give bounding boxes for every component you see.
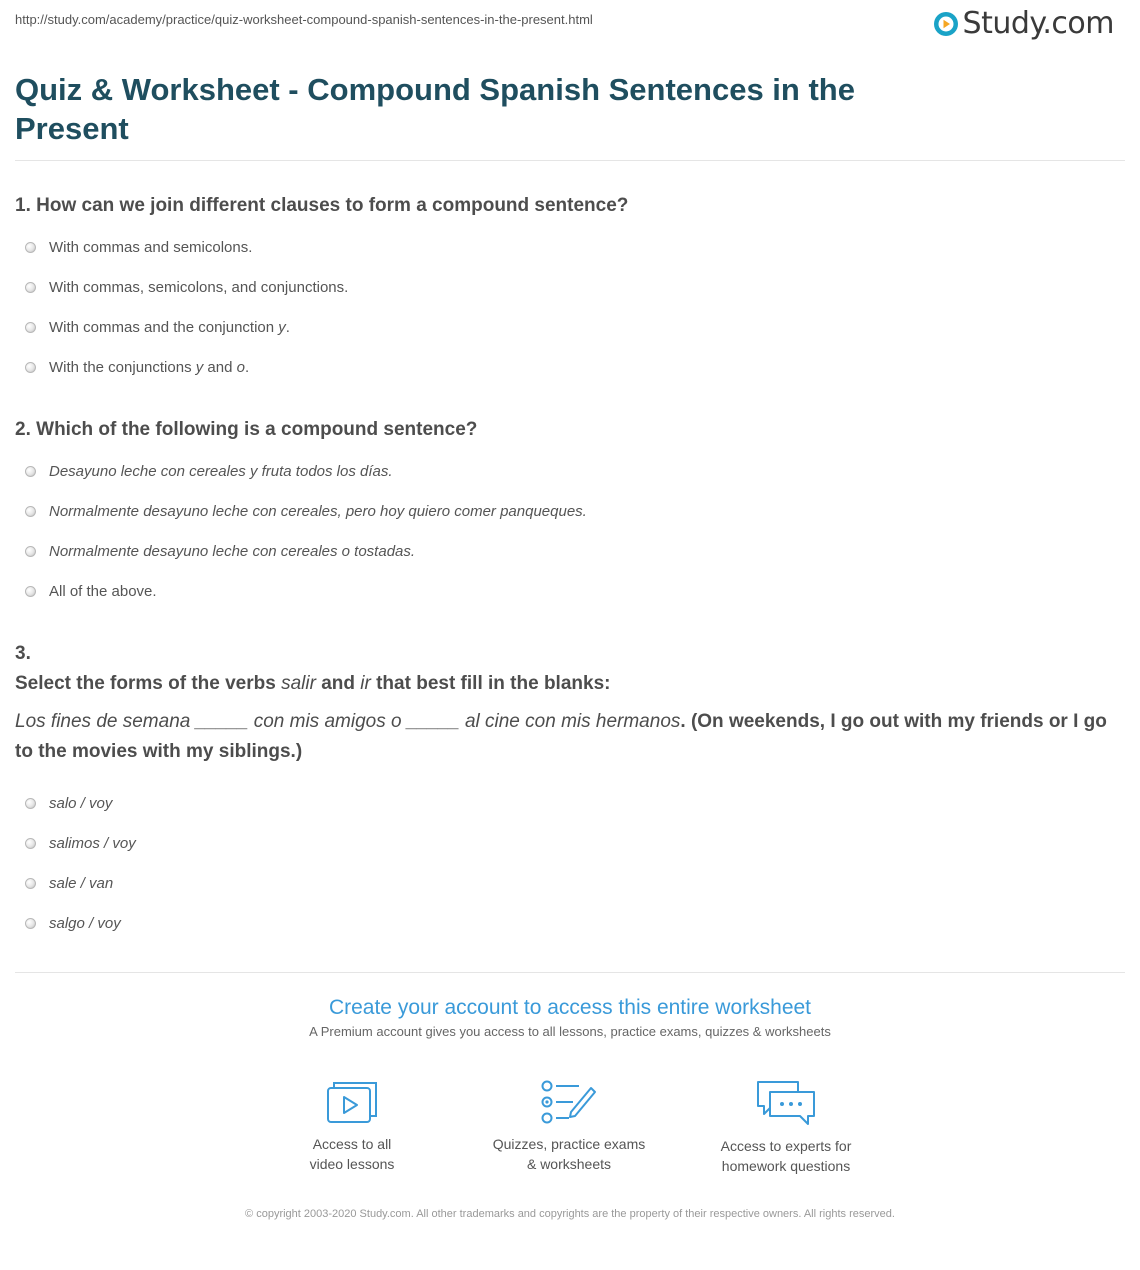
radio-button[interactable] [25,546,36,557]
play-circle-icon [933,11,959,37]
answer-option[interactable] [15,903,1115,943]
question-3-prompt: Select the forms of the verbs salir and ir that best fill in the blanks: [15,673,611,694]
answer-option[interactable] [15,267,1115,307]
option-text: With the conjunctions y and o. [49,358,250,376]
option-text: With commas and the conjunction y. [49,318,290,336]
page-url: http://study.com/academy/practice/quiz-worksheet-compound-spanish-sentences-in-the-present.html [15,12,593,27]
radio-button[interactable] [25,918,36,929]
radio-button[interactable] [25,466,36,477]
page-title: Quiz & Worksheet - Compound Spanish Sentences in the Present [15,72,855,146]
signup-cta [0,996,1140,1039]
option-text: sale / van [49,874,114,892]
chat-bubbles-icon [754,1080,818,1126]
option-text: salimos / voy [49,834,136,852]
answer-option[interactable] [15,531,1115,571]
option-text: With commas, semicolons, and conjunctions. [49,278,349,296]
feature-line-2: & worksheets [526,1156,612,1172]
answer-option[interactable] [15,823,1115,863]
feature-line-2: video lessons [309,1156,395,1172]
answer-option[interactable] [15,227,1115,267]
feature-experts [686,1080,886,1176]
question-1-title: 1. How can we join different clauses to form a compound sentence? [15,195,629,216]
radio-button[interactable] [25,362,36,373]
feature-line-2: homework questions [721,1158,851,1174]
option-text: salgo / voy [49,914,121,932]
radio-button[interactable] [25,282,36,293]
cta-subtitle: A Premium account gives you access to all lessons, practice exams, quizzes & worksheets [309,1024,831,1039]
title-divider [15,160,1125,161]
feature-line-1: Access to experts for [720,1138,852,1154]
content-divider [15,972,1125,973]
answer-option[interactable] [15,571,1115,611]
option-text: All of the above. [49,582,157,600]
question-3 [15,639,1115,943]
option-text: Desayuno leche con cereales y fruta todos los días. [49,462,393,480]
radio-button[interactable] [25,798,36,809]
logo-text: Study.com [962,6,1114,41]
cta-title-link[interactable]: Create your account to access this entire worksheet [328,996,812,1019]
radio-button[interactable] [25,838,36,849]
question-2-title: 2. Which of the following is a compound sentence? [15,419,478,440]
answer-option[interactable] [15,307,1115,347]
answer-option[interactable] [15,491,1115,531]
radio-button[interactable] [25,506,36,517]
option-text: Normalmente desayuno leche con cereales o tostadas. [49,542,416,560]
feature-video-lessons [252,1080,452,1174]
copyright-text: © copyright 2003-2020 Study.com. All other trademarks and copyrights are the property of their respective owners. All rights reserved. [245,1208,895,1220]
answer-option[interactable] [15,783,1115,823]
feature-line-1: Access to all [312,1136,392,1152]
option-text: Normalmente desayuno leche con cereales, pero hoy quiero comer panqueques. [49,502,587,520]
study-logo[interactable] [933,6,1114,41]
option-text: salo / voy [49,794,113,812]
question-1 [15,191,1115,387]
quiz-checklist-icon [541,1080,597,1124]
feature-line-1: Quizzes, practice exams [492,1136,646,1152]
question-2 [15,415,1115,611]
answer-option[interactable] [15,863,1115,903]
question-3-number: 3. [15,643,31,664]
video-lessons-icon [326,1080,378,1124]
radio-button[interactable] [25,322,36,333]
radio-button[interactable] [25,586,36,597]
answer-option[interactable] [15,451,1115,491]
radio-button[interactable] [25,242,36,253]
question-3-sentence: Los fines de semana _____ con mis amigos o _____ al cine con mis hermanos. (On weekends, I go out with my friends or I go to the movies with my siblings.) [15,711,1107,762]
feature-quizzes [469,1080,669,1174]
option-text: With commas and semicolons. [49,238,253,256]
answer-option[interactable] [15,347,1115,387]
radio-button[interactable] [25,878,36,889]
